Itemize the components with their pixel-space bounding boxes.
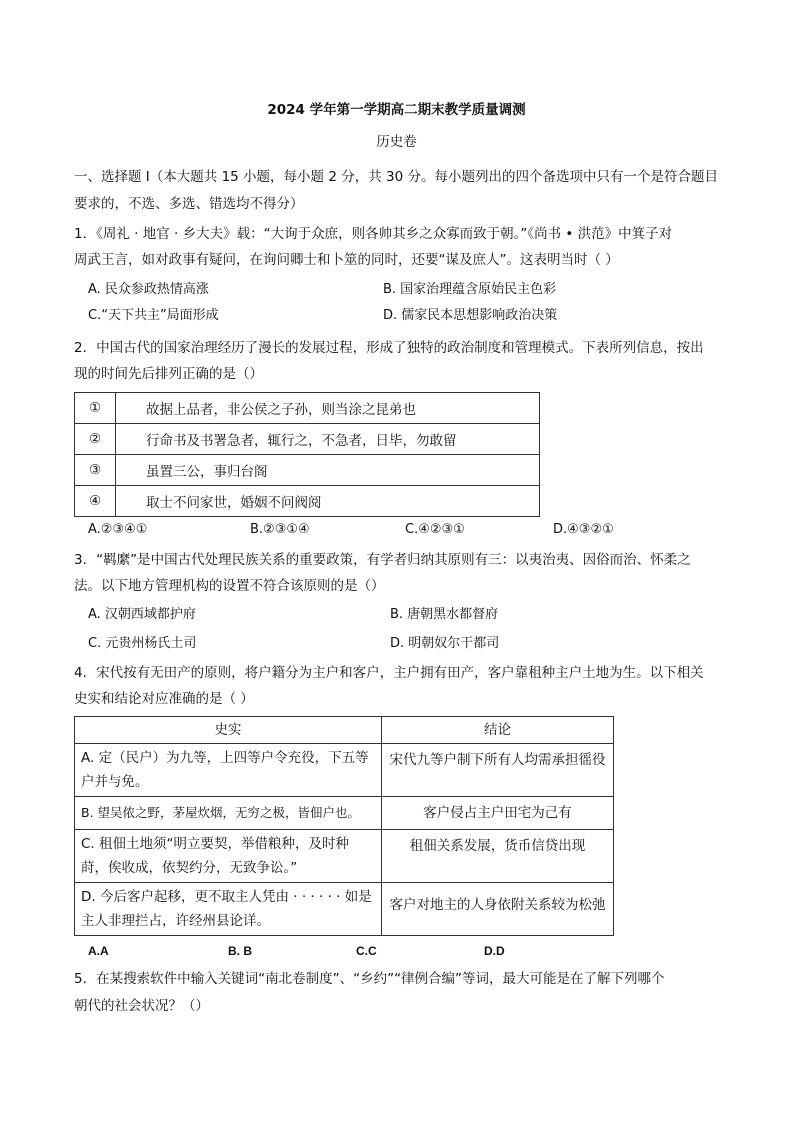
q2-stem-line1: 2．中国古代的国家治理经历了漫长的发展过程，形成了独特的政治制度和管理模式。下表所列信息，按出	[74, 340, 704, 356]
q2-option-b: B.②③①④	[250, 522, 310, 537]
q3-option-a: A. 汉朝西域都护府	[88, 607, 196, 622]
q2-row-text: 行命书及书署急者，辄行之，不急者，日毕，勿敢留	[116, 424, 540, 455]
section-instructions-line1: 一、选择题 I（本大题共 15 小题，每小题 2 分，共 30 分。每小题列出的四个备选项中只有一个是符合题目	[74, 169, 718, 185]
q4-row-conclusion: 客户对地主的人身依附关系较为松弛	[382, 883, 614, 936]
q1-stem-line2: 周武王言，如对政事有疑问，在询问卿士和卜筮的同时，还要“谋及庶人”。这表明当时（ ）	[74, 252, 619, 268]
q2-row-number: ①	[75, 393, 116, 424]
table-row	[75, 393, 540, 424]
q2-stem-line2: 现的时间先后排列正确的是（）	[74, 366, 263, 382]
q1-option-a: A. 民众参政热情高涨	[88, 282, 209, 297]
q5-stem-line1: 5．在某搜索软件中输入关键词“南北卷制度”、“乡约”“律例合编”等词，最大可能是在了解下列哪个	[74, 971, 665, 987]
q2-option-c: C.④②③①	[405, 522, 465, 537]
table-row	[75, 744, 614, 797]
q3-option-c: C. 元贵州杨氏土司	[88, 636, 197, 651]
q4-option-b: B. B	[228, 944, 252, 958]
q4-option-a: A.A	[88, 944, 109, 958]
q4-row-conclusion: 客户侵占主户田宅为己有	[382, 797, 614, 830]
q3-stem-line1: 3．“羁縻”是中国古代处理民族关系的重要政策，有学者归纳其原则有三：以夷治夷、因俗而治、怀柔之	[74, 552, 691, 568]
q3-option-b: B. 唐朝黑水都督府	[390, 607, 499, 622]
table-row	[75, 486, 540, 517]
table-row	[75, 830, 614, 883]
q2-row-number: ③	[75, 455, 116, 486]
q4-row-conclusion: 宋代九等户制下所有人均需承担徭役	[382, 744, 614, 797]
q2-row-text: 虽置三公，事归台阁	[116, 455, 540, 486]
q2-row-text: 取士不问家世，婚姻不问阀阅	[116, 486, 540, 517]
q2-option-d: D.④③②①	[553, 522, 614, 537]
q2-row-number: ④	[75, 486, 116, 517]
q4-row-fact: C. 租佃土地须“明立要契，举借粮种，及时种莳，俟收成，依契约分，无致争讼。”	[75, 830, 382, 883]
q1-stem-line1: 1．《周礼 · 地官 · 乡大夫》载：“大询于众庶，则各帅其乡之众寡而致于朝。”《尚书 • 洪范》中箕子对	[74, 226, 673, 242]
section-instructions-line2: 要求的，不选、多选、错选均不得分）	[74, 196, 304, 212]
exam-title: 2024 学年第一学期高二期末教学质量调测	[267, 102, 526, 118]
exam-subtitle: 历史卷	[376, 134, 417, 150]
table-row	[75, 797, 614, 830]
q5-stem-line2: 朝代的社会状况？（）	[74, 998, 209, 1014]
q4-table	[74, 716, 614, 936]
q4-row-fact: D. 今后客户起移，更不取主人凭由 · · · · · · 如是主人非理拦占，许经州县论详。	[75, 883, 382, 936]
table-row	[75, 883, 614, 936]
table-row	[75, 455, 540, 486]
q1-option-c: C.“天下共主”局面形成	[88, 308, 219, 323]
q4-row-fact: B. 望吴侬之野，茅屋炊烟，无穷之极，皆佃户也。	[75, 797, 382, 830]
table-row	[75, 424, 540, 455]
q4-stem-line2: 史实和结论对应准确的是（ ）	[74, 691, 254, 707]
q3-option-d: D. 明朝奴尔干都司	[390, 636, 500, 651]
q1-option-b: B. 国家治理蕴含原始民主色彩	[383, 282, 557, 297]
q4-header-fact: 史实	[75, 717, 382, 744]
q2-row-text: 故据上品者，非公侯之子孙，则当涂之昆弟也	[116, 393, 540, 424]
q4-option-c: C.C	[356, 944, 377, 958]
table-header-row	[75, 717, 614, 744]
q4-row-fact: A. 定（民户）为九等，上四等户令充役，下五等户并与免。	[75, 744, 382, 797]
q4-option-d: D.D	[484, 944, 505, 958]
q4-header-conclusion: 结论	[382, 717, 614, 744]
q2-table	[74, 392, 540, 517]
q1-option-d: D. 儒家民本思想影响政治决策	[383, 308, 558, 323]
q2-option-a: A.②③④①	[88, 522, 148, 537]
q4-stem-line1: 4．宋代按有无田产的原则，将户籍分为主户和客户，主户拥有田产，客户靠租种主户土地为生。以下相关	[74, 665, 704, 681]
q3-stem-line2: 法。以下地方管理机构的设置不符合该原则的是（）	[74, 578, 385, 594]
q2-row-number: ②	[75, 424, 116, 455]
q4-row-conclusion: 租佃关系发展，货币信贷出现	[382, 830, 614, 883]
